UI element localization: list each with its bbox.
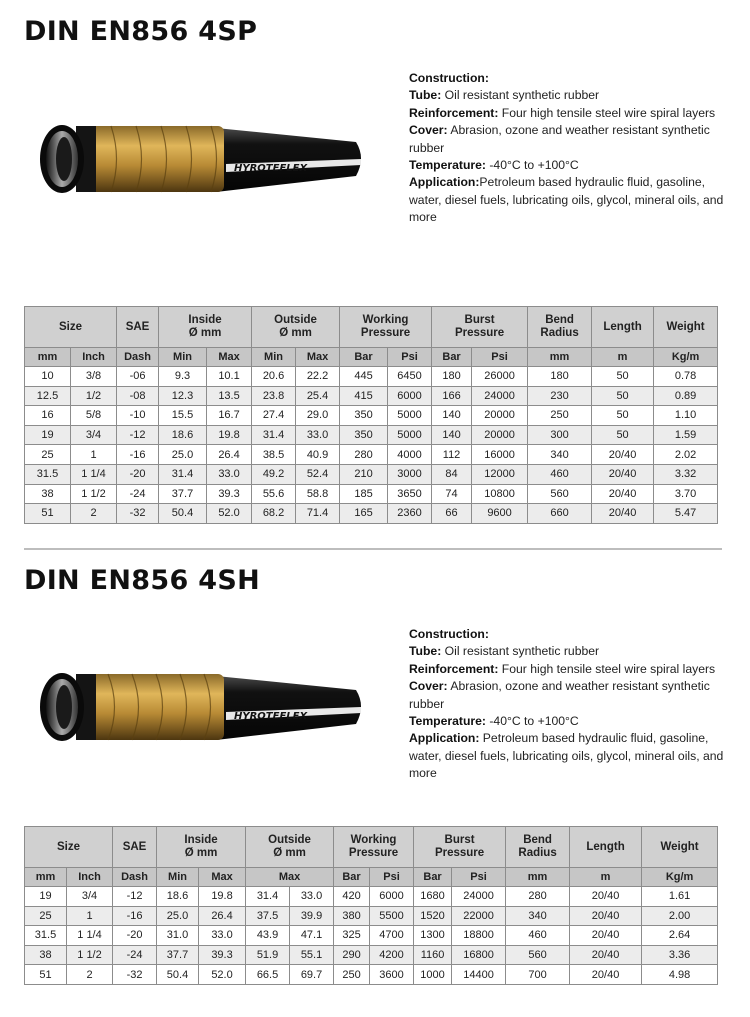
table-cell: 39.3 [207,484,252,504]
table-cell: 49.2 [252,464,296,484]
table-cell: 69.7 [290,965,334,985]
table-cell: 3/8 [71,367,117,387]
table-cell: 26.4 [207,445,252,465]
table-cell: -16 [113,906,157,926]
table-cell: 3.36 [642,945,718,965]
table-cell: 13.5 [207,386,252,406]
cover-label: Cover: [409,679,448,694]
table-cell: 185 [340,484,388,504]
table-cell: 18800 [452,926,506,946]
table-cell: -32 [113,965,157,985]
table-cell: 2 [67,965,113,985]
table-cell: 20/40 [570,887,642,907]
table-cell: 24000 [452,887,506,907]
header-working-pressure: Working Pressure [340,307,432,348]
table-cell: 3650 [388,484,432,504]
table-cell: 3000 [388,464,432,484]
table-cell: 50 [592,425,654,445]
table-cell: 37.5 [246,906,290,926]
header-weight: Weight [642,827,718,868]
group-header-row [25,827,718,868]
table-cell: 0.78 [654,367,718,387]
table-cell: 1000 [414,965,452,985]
svg-text:HYROTEFLEX: HYROTEFLEX [234,711,308,722]
table-cell: -32 [117,504,159,524]
svg-text:HYROTEFLEX: HYROTEFLEX [234,163,308,174]
table-cell: -16 [117,445,159,465]
table-cell: 25 [25,445,71,465]
table-cell: -20 [113,926,157,946]
table-cell: 166 [432,386,472,406]
table-cell: 1 1/4 [67,926,113,946]
table-cell: 16 [25,406,71,426]
table-cell: 50 [592,367,654,387]
sub-header: Psi [472,348,528,367]
table-cell: 29.0 [296,406,340,426]
cover-text: Abrasion, ozone and weather resistant synthetic rubber [409,679,710,711]
table-cell: 20/40 [592,484,654,504]
table-row [25,464,718,484]
sub-header: Max [246,868,334,887]
table-cell: 4000 [388,445,432,465]
table-cell: 180 [528,367,592,387]
sub-header: m [592,348,654,367]
table-cell: 415 [340,386,388,406]
table-cell: 340 [506,906,570,926]
table-row [25,406,718,426]
table-cell: 20/40 [592,445,654,465]
temperature-text: -40°C to +100°C [485,158,579,173]
table-cell: 31.5 [25,464,71,484]
table-cell: 31.4 [159,464,207,484]
application-label: Application: [409,731,480,746]
table-cell: -12 [117,425,159,445]
table-cell: 37.7 [159,484,207,504]
table-cell: 1 [67,906,113,926]
table-cell: 1.10 [654,406,718,426]
table-cell: 250 [528,406,592,426]
header-outside: Outside Ø mm [252,307,340,348]
table-cell: 460 [506,926,570,946]
table-cell: 43.9 [246,926,290,946]
table-cell: 39.9 [290,906,334,926]
table-cell: 1 1/2 [67,945,113,965]
table-cell: 5.47 [654,504,718,524]
sub-header-row [25,348,718,367]
table-cell: -20 [117,464,159,484]
sub-header: Min [252,348,296,367]
table-cell: 31.0 [157,926,199,946]
table-cell: 19.8 [199,887,246,907]
table-cell: 33.0 [199,926,246,946]
table-cell: 14400 [452,965,506,985]
sub-header: mm [506,868,570,887]
sub-header: Psi [388,348,432,367]
table-cell: 350 [340,425,388,445]
table-cell: 50.4 [157,965,199,985]
table-cell: 31.4 [252,425,296,445]
table-cell: 3/4 [67,887,113,907]
header-length: Length [592,307,654,348]
sub-header: Inch [67,868,113,887]
table-cell: 250 [334,965,370,985]
table-cell: 1.61 [642,887,718,907]
table-cell: 20/40 [592,464,654,484]
table-row [25,906,718,926]
table-cell: 3/4 [71,425,117,445]
header-weight: Weight [654,307,718,348]
table-cell: 2 [71,504,117,524]
header-burst-pressure: Burst Pressure [432,307,528,348]
table-cell: 660 [528,504,592,524]
table-cell: 25.0 [159,445,207,465]
sub-header: Bar [340,348,388,367]
table-cell: 290 [334,945,370,965]
table-cell: 1680 [414,887,452,907]
table-cell: 38 [25,945,67,965]
table-cell: 23.8 [252,386,296,406]
application-label: Application: [409,175,480,190]
sub-header: Kg/m [654,348,718,367]
table-cell: 3.70 [654,484,718,504]
cover-label: Cover: [409,123,448,138]
hose-image [36,120,366,196]
table-row [25,425,718,445]
table-row [25,945,718,965]
table-cell: 300 [528,425,592,445]
table-cell: 20000 [472,425,528,445]
table-cell: 20/40 [570,926,642,946]
table-cell: 230 [528,386,592,406]
table-cell: -24 [117,484,159,504]
table-cell: 180 [432,367,472,387]
table-cell: 37.7 [157,945,199,965]
table-cell: 18.6 [157,887,199,907]
table-cell: 5000 [388,406,432,426]
sub-header: Max [199,868,246,887]
table-cell: 12.5 [25,386,71,406]
table-cell: 340 [528,445,592,465]
temperature-label: Temperature: [409,158,486,173]
sub-header: Dash [113,868,157,887]
table-cell: -10 [117,406,159,426]
sub-header: m [570,868,642,887]
sub-header: Bar [334,868,370,887]
table-cell: 74 [432,484,472,504]
table-cell: 15.5 [159,406,207,426]
table-cell: 16.7 [207,406,252,426]
hose-image [36,668,366,744]
section-title: DIN EN856 4SP [24,16,258,47]
sub-header: Inch [71,348,117,367]
section-divider [24,548,722,550]
sub-header-row [25,868,718,887]
table-cell: 6000 [388,386,432,406]
table-cell: 25.0 [157,906,199,926]
table-cell: 350 [340,406,388,426]
table-cell: 1160 [414,945,452,965]
sub-header: Dash [117,348,159,367]
table-cell: 2.00 [642,906,718,926]
header-bend-radius: Bend Radius [506,827,570,868]
table-cell: 4.98 [642,965,718,985]
table-cell: 560 [506,945,570,965]
table-cell: 50 [592,406,654,426]
temperature-text: -40°C to +100°C [485,714,579,729]
table-cell: 4700 [370,926,414,946]
table-cell: -24 [113,945,157,965]
table-cell: 66.5 [246,965,290,985]
sub-header: Max [296,348,340,367]
table-cell: 24000 [472,386,528,406]
table-row [25,367,718,387]
table-cell: 380 [334,906,370,926]
table-cell: 10800 [472,484,528,504]
table-cell: -08 [117,386,159,406]
table-cell: 3600 [370,965,414,985]
table-cell: 31.4 [246,887,290,907]
table-row [25,445,718,465]
table-cell: 5500 [370,906,414,926]
construction-description [409,70,739,227]
table-cell: 140 [432,406,472,426]
table-cell: 210 [340,464,388,484]
table-cell: 2.02 [654,445,718,465]
header-sae: SAE [117,307,159,348]
reinforcement-label: Reinforcement: [409,105,499,120]
table-cell: 10 [25,367,71,387]
table-cell: 165 [340,504,388,524]
table-cell: 10.1 [207,367,252,387]
table-cell: 33.0 [290,887,334,907]
table-cell: 3.32 [654,464,718,484]
table-row [25,926,718,946]
table-cell: -12 [113,887,157,907]
header-size: Size [25,827,113,868]
application-text: Petroleum based hydraulic fluid, gasoline, water, diesel fuels, lubricating oils, glycol, mineral oils, and more [409,175,724,225]
table-cell: 12.3 [159,386,207,406]
table-cell: 9600 [472,504,528,524]
table-cell: 1 1/2 [71,484,117,504]
table-cell: 33.0 [207,464,252,484]
table-cell: 22.2 [296,367,340,387]
header-working-pressure: Working Pressure [334,827,414,868]
table-cell: 31.5 [25,926,67,946]
construction-label: Construction: [409,627,489,641]
reinforcement-text: Four high tensile steel wire spiral layers [498,105,716,120]
sub-header: Bar [414,868,452,887]
table-cell: 560 [528,484,592,504]
table-cell: 20/40 [570,906,642,926]
table-cell: 25.4 [296,386,340,406]
construction-description [409,626,739,783]
table-cell: 9.3 [159,367,207,387]
table-cell: -06 [117,367,159,387]
spec-table-4sh [24,826,718,985]
table-cell: 18.6 [159,425,207,445]
table-cell: 20/40 [570,945,642,965]
table-cell: 1520 [414,906,452,926]
table-cell: 460 [528,464,592,484]
sub-header: Psi [452,868,506,887]
reinforcement-text: Four high tensile steel wire spiral layers [498,661,716,676]
header-outside: Outside Ø mm [246,827,334,868]
table-cell: 1/2 [71,386,117,406]
table-cell: 12000 [472,464,528,484]
tube-label: Tube: [409,88,442,103]
sub-header: Min [157,868,199,887]
table-cell: 50 [592,386,654,406]
tube-text: Oil resistant synthetic rubber [441,88,600,103]
table-row [25,386,718,406]
temperature-label: Temperature: [409,714,486,729]
table-cell: 2.64 [642,926,718,946]
table-cell: 280 [506,887,570,907]
table-cell: 52.4 [296,464,340,484]
reinforcement-label: Reinforcement: [409,661,499,676]
table-cell: 1 [71,445,117,465]
table-cell: 68.2 [252,504,296,524]
table-cell: 5000 [388,425,432,445]
header-bend-radius: Bend Radius [528,307,592,348]
table-cell: 33.0 [296,425,340,445]
table-cell: 52.0 [199,965,246,985]
table-cell: 50.4 [159,504,207,524]
table-cell: 19.8 [207,425,252,445]
table-cell: 51 [25,504,71,524]
header-length: Length [570,827,642,868]
table-cell: 38.5 [252,445,296,465]
table-row [25,504,718,524]
table-row [25,887,718,907]
table-cell: 16000 [472,445,528,465]
sub-header: Kg/m [642,868,718,887]
header-size: Size [25,307,117,348]
table-cell: 2360 [388,504,432,524]
sub-header: Psi [370,868,414,887]
table-cell: 1300 [414,926,452,946]
table-cell: 84 [432,464,472,484]
application-text: Petroleum based hydraulic fluid, gasoline, water, diesel fuels, lubricating oils, glycol, mineral oils, and more [409,731,724,781]
table-cell: 1 1/4 [71,464,117,484]
sub-header: mm [25,868,67,887]
table-cell: 6000 [370,887,414,907]
table-cell: 20/40 [592,504,654,524]
table-cell: 700 [506,965,570,985]
sub-header: Max [207,348,252,367]
construction-label: Construction: [409,71,489,85]
table-cell: 51 [25,965,67,985]
sub-header: Bar [432,348,472,367]
table-cell: 1.59 [654,425,718,445]
table-cell: 52.0 [207,504,252,524]
table-cell: 6450 [388,367,432,387]
table-cell: 55.6 [252,484,296,504]
table-cell: 280 [340,445,388,465]
table-cell: 26000 [472,367,528,387]
table-cell: 445 [340,367,388,387]
table-cell: 19 [25,887,67,907]
table-cell: 55.1 [290,945,334,965]
table-cell: 39.3 [199,945,246,965]
sub-header: Min [159,348,207,367]
table-row [25,484,718,504]
header-inside: Inside Ø mm [157,827,246,868]
table-cell: 16800 [452,945,506,965]
table-cell: 66 [432,504,472,524]
table-cell: 25 [25,906,67,926]
table-cell: 420 [334,887,370,907]
table-row [25,965,718,985]
table-cell: 20/40 [570,965,642,985]
table-cell: 22000 [452,906,506,926]
table-cell: 5/8 [71,406,117,426]
table-cell: 40.9 [296,445,340,465]
table-cell: 26.4 [199,906,246,926]
table-cell: 38 [25,484,71,504]
table-cell: 27.4 [252,406,296,426]
spec-table-4sp [24,306,718,524]
table-cell: 140 [432,425,472,445]
sub-header: mm [528,348,592,367]
table-cell: 4200 [370,945,414,965]
table-cell: 20.6 [252,367,296,387]
header-inside: Inside Ø mm [159,307,252,348]
table-cell: 325 [334,926,370,946]
table-cell: 0.89 [654,386,718,406]
table-cell: 20000 [472,406,528,426]
cover-text: Abrasion, ozone and weather resistant synthetic rubber [409,123,710,155]
group-header-row [25,307,718,348]
tube-text: Oil resistant synthetic rubber [441,644,600,659]
table-cell: 112 [432,445,472,465]
table-cell: 47.1 [290,926,334,946]
header-sae: SAE [113,827,157,868]
header-burst-pressure: Burst Pressure [414,827,506,868]
section-title: DIN EN856 4SH [24,565,260,596]
table-cell: 71.4 [296,504,340,524]
sub-header: mm [25,348,71,367]
table-cell: 51.9 [246,945,290,965]
tube-label: Tube: [409,644,442,659]
table-cell: 19 [25,425,71,445]
table-cell: 58.8 [296,484,340,504]
